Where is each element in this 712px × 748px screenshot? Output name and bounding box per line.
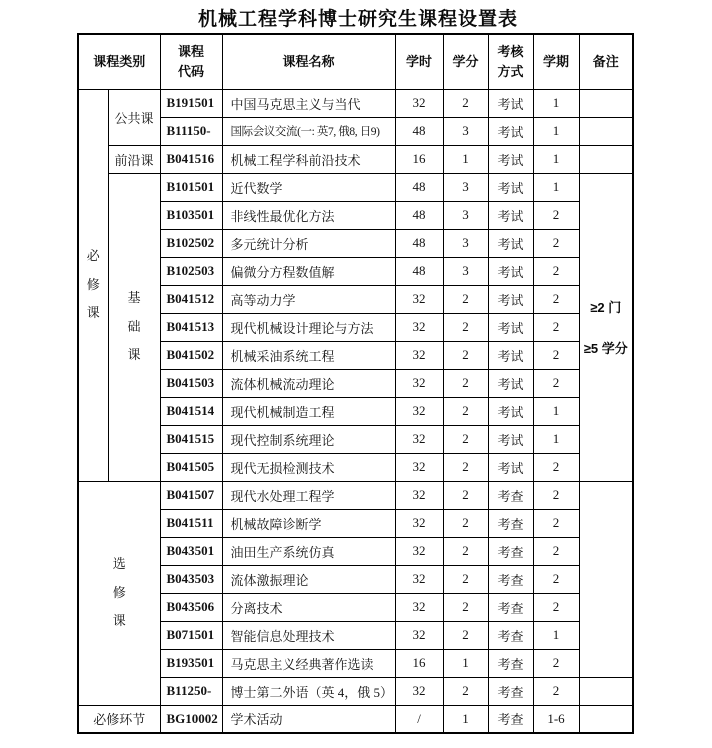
course-row [78, 481, 633, 509]
course-assess: 考试 [488, 229, 533, 257]
course-code: B041503 [160, 369, 222, 397]
course-hours: 16 [395, 145, 443, 173]
course-name: 机械采油系统工程 [222, 341, 395, 369]
course-hours: 32 [395, 89, 443, 117]
course-assess: 考查 [488, 705, 533, 733]
course-name: 近代数学 [222, 173, 395, 201]
course-credits: 3 [443, 173, 488, 201]
course-row [78, 593, 633, 621]
course-code: B071501 [160, 621, 222, 649]
course-row [78, 285, 633, 313]
header-code-line2: 代码 [177, 63, 204, 79]
subcategory-public: 公共课 [108, 89, 160, 145]
header-category: 课程类别 [78, 34, 160, 89]
course-name: 机械工程学科前沿技术 [222, 145, 395, 173]
course-code: B191501 [160, 89, 222, 117]
course-semester: 2 [533, 677, 579, 705]
course-hours: 48 [395, 117, 443, 145]
course-code: B11150- [160, 117, 222, 145]
course-hours: 16 [395, 649, 443, 677]
course-semester: 1 [533, 117, 579, 145]
header-name: 课程名称 [222, 34, 395, 89]
course-row [78, 677, 633, 705]
course-name: 现代机械设计理论与方法 [222, 313, 395, 341]
course-row [78, 621, 633, 649]
subcategory-frontier: 前沿课 [108, 145, 160, 173]
course-name: 现代水处理工程学 [222, 481, 395, 509]
course-name: 流体机械流动理论 [222, 369, 395, 397]
course-assess: 考试 [488, 453, 533, 481]
course-row [78, 537, 633, 565]
course-credits: 2 [443, 313, 488, 341]
course-credits: 3 [443, 117, 488, 145]
header-semester: 学期 [533, 34, 579, 89]
course-hours: 48 [395, 257, 443, 285]
course-name: 现代机械制造工程 [222, 397, 395, 425]
remark-cell-empty [579, 677, 633, 705]
course-row [78, 425, 633, 453]
course-row [78, 649, 633, 677]
header-code [160, 34, 222, 89]
course-hours: 32 [395, 369, 443, 397]
course-code: B101501 [160, 173, 222, 201]
course-semester: 2 [533, 453, 579, 481]
course-hours: 32 [395, 677, 443, 705]
course-semester: 1 [533, 145, 579, 173]
course-table [77, 33, 634, 734]
course-name: 机械故障诊断学 [222, 509, 395, 537]
header-remark: 备注 [579, 34, 633, 89]
header-assess-line1: 考核 [497, 43, 524, 59]
remark-min-courses: ≥2 门 [590, 300, 622, 315]
course-credits: 3 [443, 257, 488, 285]
course-semester: 2 [533, 593, 579, 621]
course-name: 学术活动 [222, 705, 395, 733]
course-row [78, 145, 633, 173]
course-hours: 32 [395, 341, 443, 369]
course-assess: 考查 [488, 593, 533, 621]
course-name: 高等动力学 [222, 285, 395, 313]
header-assess [488, 34, 533, 89]
course-credits: 2 [443, 285, 488, 313]
category-required-label: 必修课 [86, 248, 100, 321]
course-credits: 2 [443, 537, 488, 565]
course-hours: 48 [395, 201, 443, 229]
course-assess: 考试 [488, 257, 533, 285]
course-semester: 2 [533, 537, 579, 565]
course-hours: 32 [395, 397, 443, 425]
course-hours: 32 [395, 285, 443, 313]
course-row [78, 565, 633, 593]
course-row [78, 173, 633, 201]
remark-cell-empty [579, 145, 633, 173]
course-row [78, 229, 633, 257]
course-code: B041515 [160, 425, 222, 453]
course-semester: 1 [533, 425, 579, 453]
course-code: B102503 [160, 257, 222, 285]
course-code: BG10002 [160, 705, 222, 733]
page-title: 机械工程学科博士研究生课程设置表 [197, 9, 518, 30]
course-name: 马克思主义经典著作选读 [222, 649, 395, 677]
course-assess: 考试 [488, 117, 533, 145]
remark-cell-empty [579, 89, 633, 117]
course-name: 多元统计分析 [222, 229, 395, 257]
course-hours: 32 [395, 565, 443, 593]
course-row [78, 509, 633, 537]
course-semester: 1-6 [533, 705, 579, 733]
course-credits: 3 [443, 229, 488, 257]
course-assess: 考试 [488, 285, 533, 313]
course-assess: 考试 [488, 201, 533, 229]
course-credits: 2 [443, 565, 488, 593]
course-name: 油田生产系统仿真 [222, 537, 395, 565]
course-code: B041513 [160, 313, 222, 341]
course-semester: 2 [533, 341, 579, 369]
course-hours: 32 [395, 481, 443, 509]
course-semester: 1 [533, 89, 579, 117]
category-required [78, 89, 108, 481]
header-hours: 学时 [395, 34, 443, 89]
course-code: B041502 [160, 341, 222, 369]
header-credits: 学分 [443, 34, 488, 89]
course-assess: 考试 [488, 369, 533, 397]
course-row [78, 201, 633, 229]
course-code: B041512 [160, 285, 222, 313]
course-credits: 2 [443, 509, 488, 537]
course-assess: 考查 [488, 565, 533, 593]
course-code: B041507 [160, 481, 222, 509]
course-code: B041516 [160, 145, 222, 173]
course-name: 国际会议交流(一: 英7, 俄8, 日9) [222, 117, 395, 145]
course-code: B043501 [160, 537, 222, 565]
course-semester: 2 [533, 649, 579, 677]
course-row [78, 705, 633, 733]
course-code: B102502 [160, 229, 222, 257]
course-semester: 2 [533, 369, 579, 397]
course-code: B11250- [160, 677, 222, 705]
course-row [78, 453, 633, 481]
course-semester: 1 [533, 173, 579, 201]
course-semester: 2 [533, 229, 579, 257]
course-row [78, 89, 633, 117]
remark-cell-empty [579, 705, 633, 733]
course-semester: 2 [533, 565, 579, 593]
course-assess: 考试 [488, 89, 533, 117]
course-row [78, 313, 633, 341]
course-hours: 32 [395, 621, 443, 649]
remark-cell-empty [579, 117, 633, 145]
course-credits: 2 [443, 621, 488, 649]
course-semester: 2 [533, 257, 579, 285]
course-code: B193501 [160, 649, 222, 677]
course-assess: 考查 [488, 677, 533, 705]
course-row [78, 341, 633, 369]
course-assess: 考试 [488, 145, 533, 173]
course-semester: 2 [533, 481, 579, 509]
course-assess: 考试 [488, 173, 533, 201]
course-hours: 32 [395, 509, 443, 537]
header-assess-line2: 方式 [497, 63, 524, 79]
course-name: 中国马克思主义与当代 [222, 89, 395, 117]
course-semester: 2 [533, 509, 579, 537]
course-assess: 考试 [488, 425, 533, 453]
course-assess: 考试 [488, 397, 533, 425]
course-name: 非线性最优化方法 [222, 201, 395, 229]
remark-basic-requirements [579, 173, 633, 481]
course-semester: 2 [533, 313, 579, 341]
course-code: B103501 [160, 201, 222, 229]
course-credits: 1 [443, 705, 488, 733]
course-name: 现代无损检测技术 [222, 453, 395, 481]
subcategory-basic [108, 173, 160, 481]
course-code: B041514 [160, 397, 222, 425]
course-assess: 考查 [488, 509, 533, 537]
course-name: 流体激振理论 [222, 565, 395, 593]
course-credits: 2 [443, 369, 488, 397]
course-hours: 48 [395, 229, 443, 257]
course-assess: 考试 [488, 341, 533, 369]
course-hours: 32 [395, 537, 443, 565]
course-code: B043506 [160, 593, 222, 621]
course-hours: 32 [395, 453, 443, 481]
course-credits: 1 [443, 649, 488, 677]
course-name: 分离技术 [222, 593, 395, 621]
course-row [78, 397, 633, 425]
course-hours: 32 [395, 425, 443, 453]
course-code: B043503 [160, 565, 222, 593]
course-hours: / [395, 705, 443, 733]
course-name: 智能信息处理技术 [222, 621, 395, 649]
course-credits: 2 [443, 425, 488, 453]
header-row [78, 34, 633, 89]
remark-min-credits: ≥5 学分 [583, 341, 628, 356]
course-assess: 考试 [488, 313, 533, 341]
course-credits: 2 [443, 341, 488, 369]
course-credits: 2 [443, 593, 488, 621]
course-credits: 2 [443, 481, 488, 509]
category-elective [78, 481, 160, 705]
course-semester: 2 [533, 285, 579, 313]
course-semester: 1 [533, 621, 579, 649]
course-credits: 3 [443, 201, 488, 229]
course-assess: 考查 [488, 481, 533, 509]
header-code-line1: 课程 [177, 43, 204, 59]
remark-cell-empty [579, 481, 633, 677]
course-semester: 2 [533, 201, 579, 229]
course-credits: 2 [443, 453, 488, 481]
course-semester: 1 [533, 397, 579, 425]
course-hours: 48 [395, 173, 443, 201]
course-hours: 32 [395, 593, 443, 621]
category-required-step: 必修环节 [78, 705, 160, 733]
course-credits: 1 [443, 145, 488, 173]
course-row [78, 257, 633, 285]
course-code: B041511 [160, 509, 222, 537]
course-assess: 考查 [488, 537, 533, 565]
subcategory-basic-label: 基础课 [127, 290, 141, 363]
course-name: 博士第二外语（英 4，俄 5） [222, 677, 395, 705]
course-row [78, 117, 633, 145]
course-code: B041505 [160, 453, 222, 481]
course-assess: 考查 [488, 649, 533, 677]
course-name: 现代控制系统理论 [222, 425, 395, 453]
course-assess: 考查 [488, 621, 533, 649]
course-credits: 2 [443, 397, 488, 425]
course-credits: 2 [443, 677, 488, 705]
course-name: 偏微分方程数值解 [222, 257, 395, 285]
category-elective-label: 选修课 [112, 556, 126, 629]
course-credits: 2 [443, 89, 488, 117]
course-hours: 32 [395, 313, 443, 341]
course-row [78, 369, 633, 397]
